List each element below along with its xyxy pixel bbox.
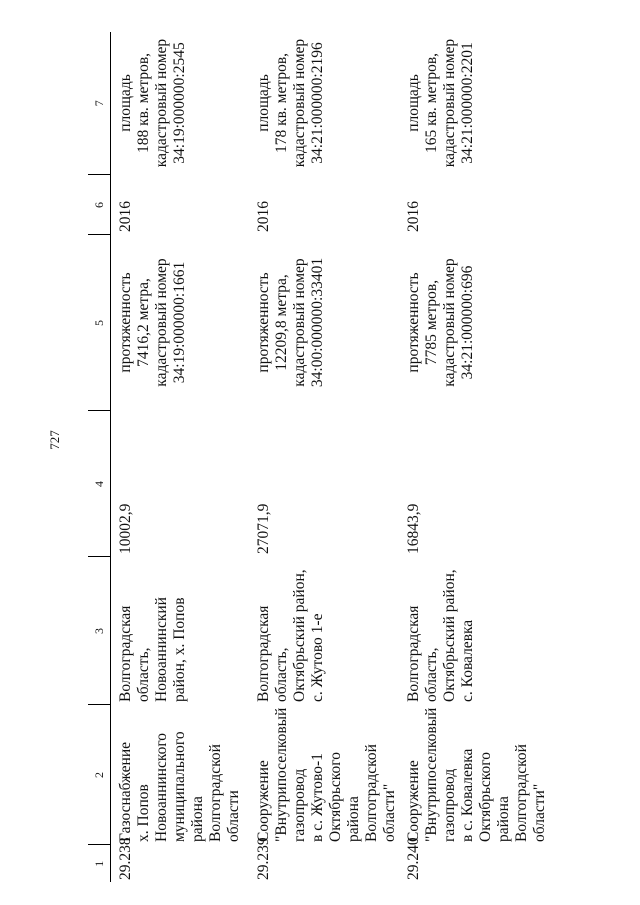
header-row — [88, 32, 111, 882]
column-header-7: 7 — [88, 32, 111, 175]
object-address: Волгоградская область, Новоаннинский район, х. Попов — [117, 597, 188, 702]
object-characteristics: протяженность 7785 метров, кадастровый номер 34:21:000000:696 — [405, 258, 476, 387]
table-row — [399, 32, 549, 882]
table-row — [111, 32, 250, 882]
column-header-5: 5 — [88, 235, 111, 411]
column-header-6: 6 — [88, 175, 111, 235]
object-value: 27071,9 — [255, 503, 272, 554]
object-name: Газоснабжение х. Попов Новоаннинского муниципального района Волгоградской области — [117, 731, 242, 842]
land-area: площадь 188 кв. метров, кадастровый номер 34:19:000000:2545 — [117, 38, 188, 168]
object-value: 10002,9 — [117, 503, 134, 554]
column-header-2: 2 — [88, 705, 111, 845]
rotated-table-container — [88, 32, 600, 882]
object-year: 2016 — [405, 201, 422, 232]
table-row — [249, 32, 399, 882]
land-area: площадь 178 кв. метров, кадастровый номер 34:21:000000:2196 — [255, 38, 326, 168]
column-header-3: 3 — [88, 557, 111, 705]
object-address: Волгоградская область, Октябрьский район, с. Ковалевка — [405, 569, 476, 702]
object-name: Сооружение "Внутрипоселковый газопровод в с. Ковалевка Октябрьского района Волгоградской области" — [405, 707, 548, 842]
property-table — [88, 32, 549, 882]
object-name: Сооружение "Внутрипоселковый газопровод в с. Жутово-1 Октябрьского района Волгоградской области" — [255, 707, 398, 842]
object-year: 2016 — [255, 201, 272, 232]
row-number: 29.239 — [255, 837, 272, 880]
row-number: 29.240 — [405, 837, 422, 880]
land-area: площадь 165 кв. метров, кадастровый номер 34:21:000000:2201 — [405, 38, 476, 168]
page-number: 727 — [47, 430, 62, 450]
column-header-1: 1 — [88, 845, 111, 882]
object-year: 2016 — [117, 201, 134, 232]
object-address: Волгоградская область, Октябрьский район, с. Жутово 1-е — [255, 569, 326, 702]
object-characteristics: протяженность 7416,2 метра, кадастровый номер 34:19:000000:1661 — [117, 258, 188, 387]
column-header-4: 4 — [88, 411, 111, 557]
object-value: 16843,9 — [405, 503, 422, 554]
object-characteristics: протяженность 12209,8 метра, кадастровый номер 34:00:000000:33401 — [255, 257, 326, 388]
row-number: 29.238 — [117, 837, 134, 880]
